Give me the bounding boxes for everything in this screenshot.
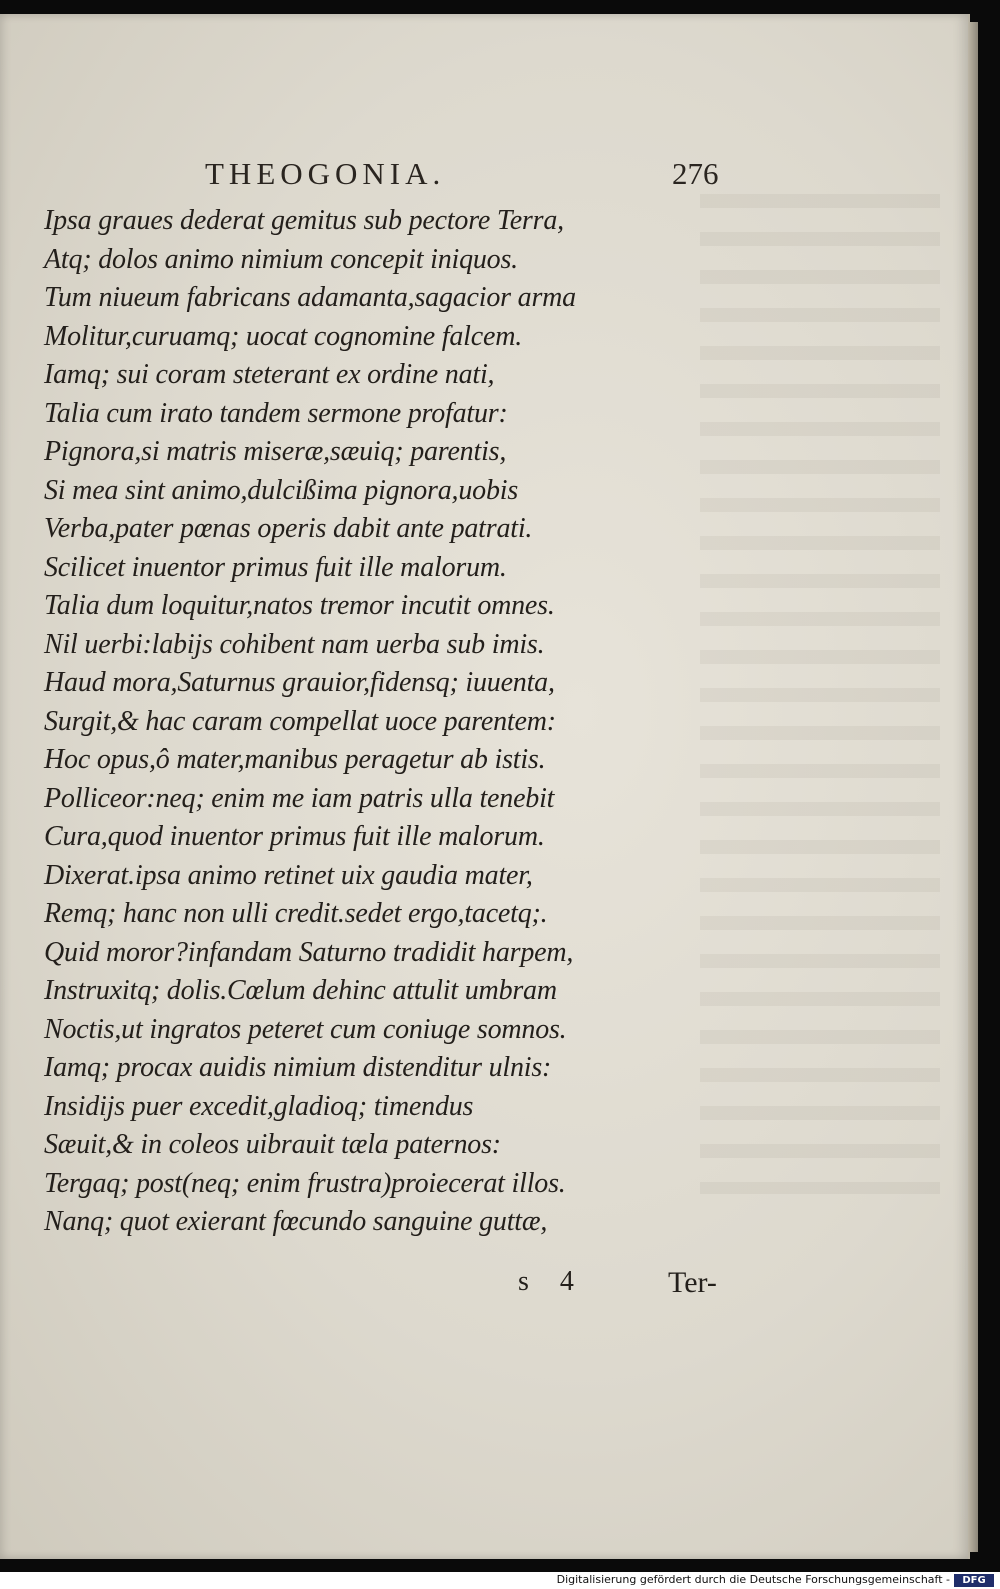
page-header: [0, 144, 968, 204]
verse-line: Verba,pater pœnas operis dabit ante patrati.: [44, 513, 533, 544]
verse-line: Nanq; quot exierant fœcundo sanguine guttæ,: [44, 1206, 548, 1237]
verse-line: Si mea sint animo,dulcißima pignora,uobis: [44, 474, 519, 506]
verse-line: Sæuit,& in coleos uibrauit tæla paternos:: [44, 1129, 501, 1160]
verse-line: Atq; dolos animo nimium concepit iniquos.: [44, 243, 518, 275]
ink-show-through: [700, 194, 940, 1194]
verse-line: Cura,quod inuentor primus fuit ille malorum.: [44, 821, 545, 852]
catchword: Ter-: [668, 1266, 717, 1299]
signature-mark: s 4: [518, 1266, 586, 1297]
verse-line: Tergaq; post(neq; enim frustra)proiecerat illos.: [44, 1167, 566, 1199]
verse-line: Hoc opus,ô mater,manibus peragetur ab istis.: [44, 744, 546, 775]
verse-line: Ipsa graues dederat gemitus sub pectore Terra,: [44, 205, 564, 236]
verse-line: Remq; hanc non ulli credit.sedet ergo,tacetq;.: [44, 898, 548, 929]
page-footer: [0, 1266, 968, 1306]
verse-line: Instruxitq; dolis.Cœlum dehinc attulit umbram: [44, 975, 557, 1006]
verse-text: [44, 202, 664, 1242]
running-title: THEOGONIA.: [205, 156, 446, 191]
verse-line: Noctis,ut ingratos peteret cum coniuge somnos.: [44, 1013, 567, 1045]
page-number: 276: [672, 156, 719, 191]
verse-line: Surgit,& hac caram compellat uoce parentem:: [44, 705, 556, 737]
verse-line: Molitur,curuamq; uocat cognomine falcem.: [44, 320, 523, 352]
verse-line: Talia cum irato tandem sermone profatur:: [44, 397, 508, 429]
verse-line: Tum niueum fabricans adamanta,sagacior arma: [44, 282, 576, 313]
verse-line: Dixerat.ipsa animo retinet uix gaudia mater,: [44, 859, 533, 891]
verse-line: Scilicet inuentor primus fuit ille malorum.: [44, 551, 507, 583]
credit-bar: [0, 1572, 1000, 1589]
verse-line: Haud mora,Saturnus grauior,fidensq; iuuenta,: [44, 667, 555, 698]
verse-line: Pignora,si matris miseræ,sæuiq; parentis,: [44, 436, 507, 467]
verse-line: Nil uerbi:labijs cohibent nam uerba sub imis.: [44, 628, 545, 660]
verse-line: Iamq; sui coram steterant ex ordine nati,: [44, 359, 495, 390]
book-page: [0, 14, 970, 1559]
funding-credit: Digitalisierung gefördert durch die Deutsche Forschungsgemeinschaft -: [556, 1573, 950, 1586]
verse-line: Quid moror?infandam Saturno tradidit harpem,: [44, 936, 574, 968]
dfg-logo: DFG: [954, 1574, 994, 1587]
verse-line: Iamq; procax auidis nimium distenditur ulnis:: [44, 1052, 552, 1083]
verse-line: Insidijs puer excedit,gladioq; timendus: [44, 1090, 474, 1122]
page-edge: [968, 22, 978, 1552]
verse-line: Talia dum loquitur,natos tremor incutit omnes.: [44, 590, 555, 621]
verse-line: Polliceor:neq; enim me iam patris ulla tenebit: [44, 782, 555, 814]
